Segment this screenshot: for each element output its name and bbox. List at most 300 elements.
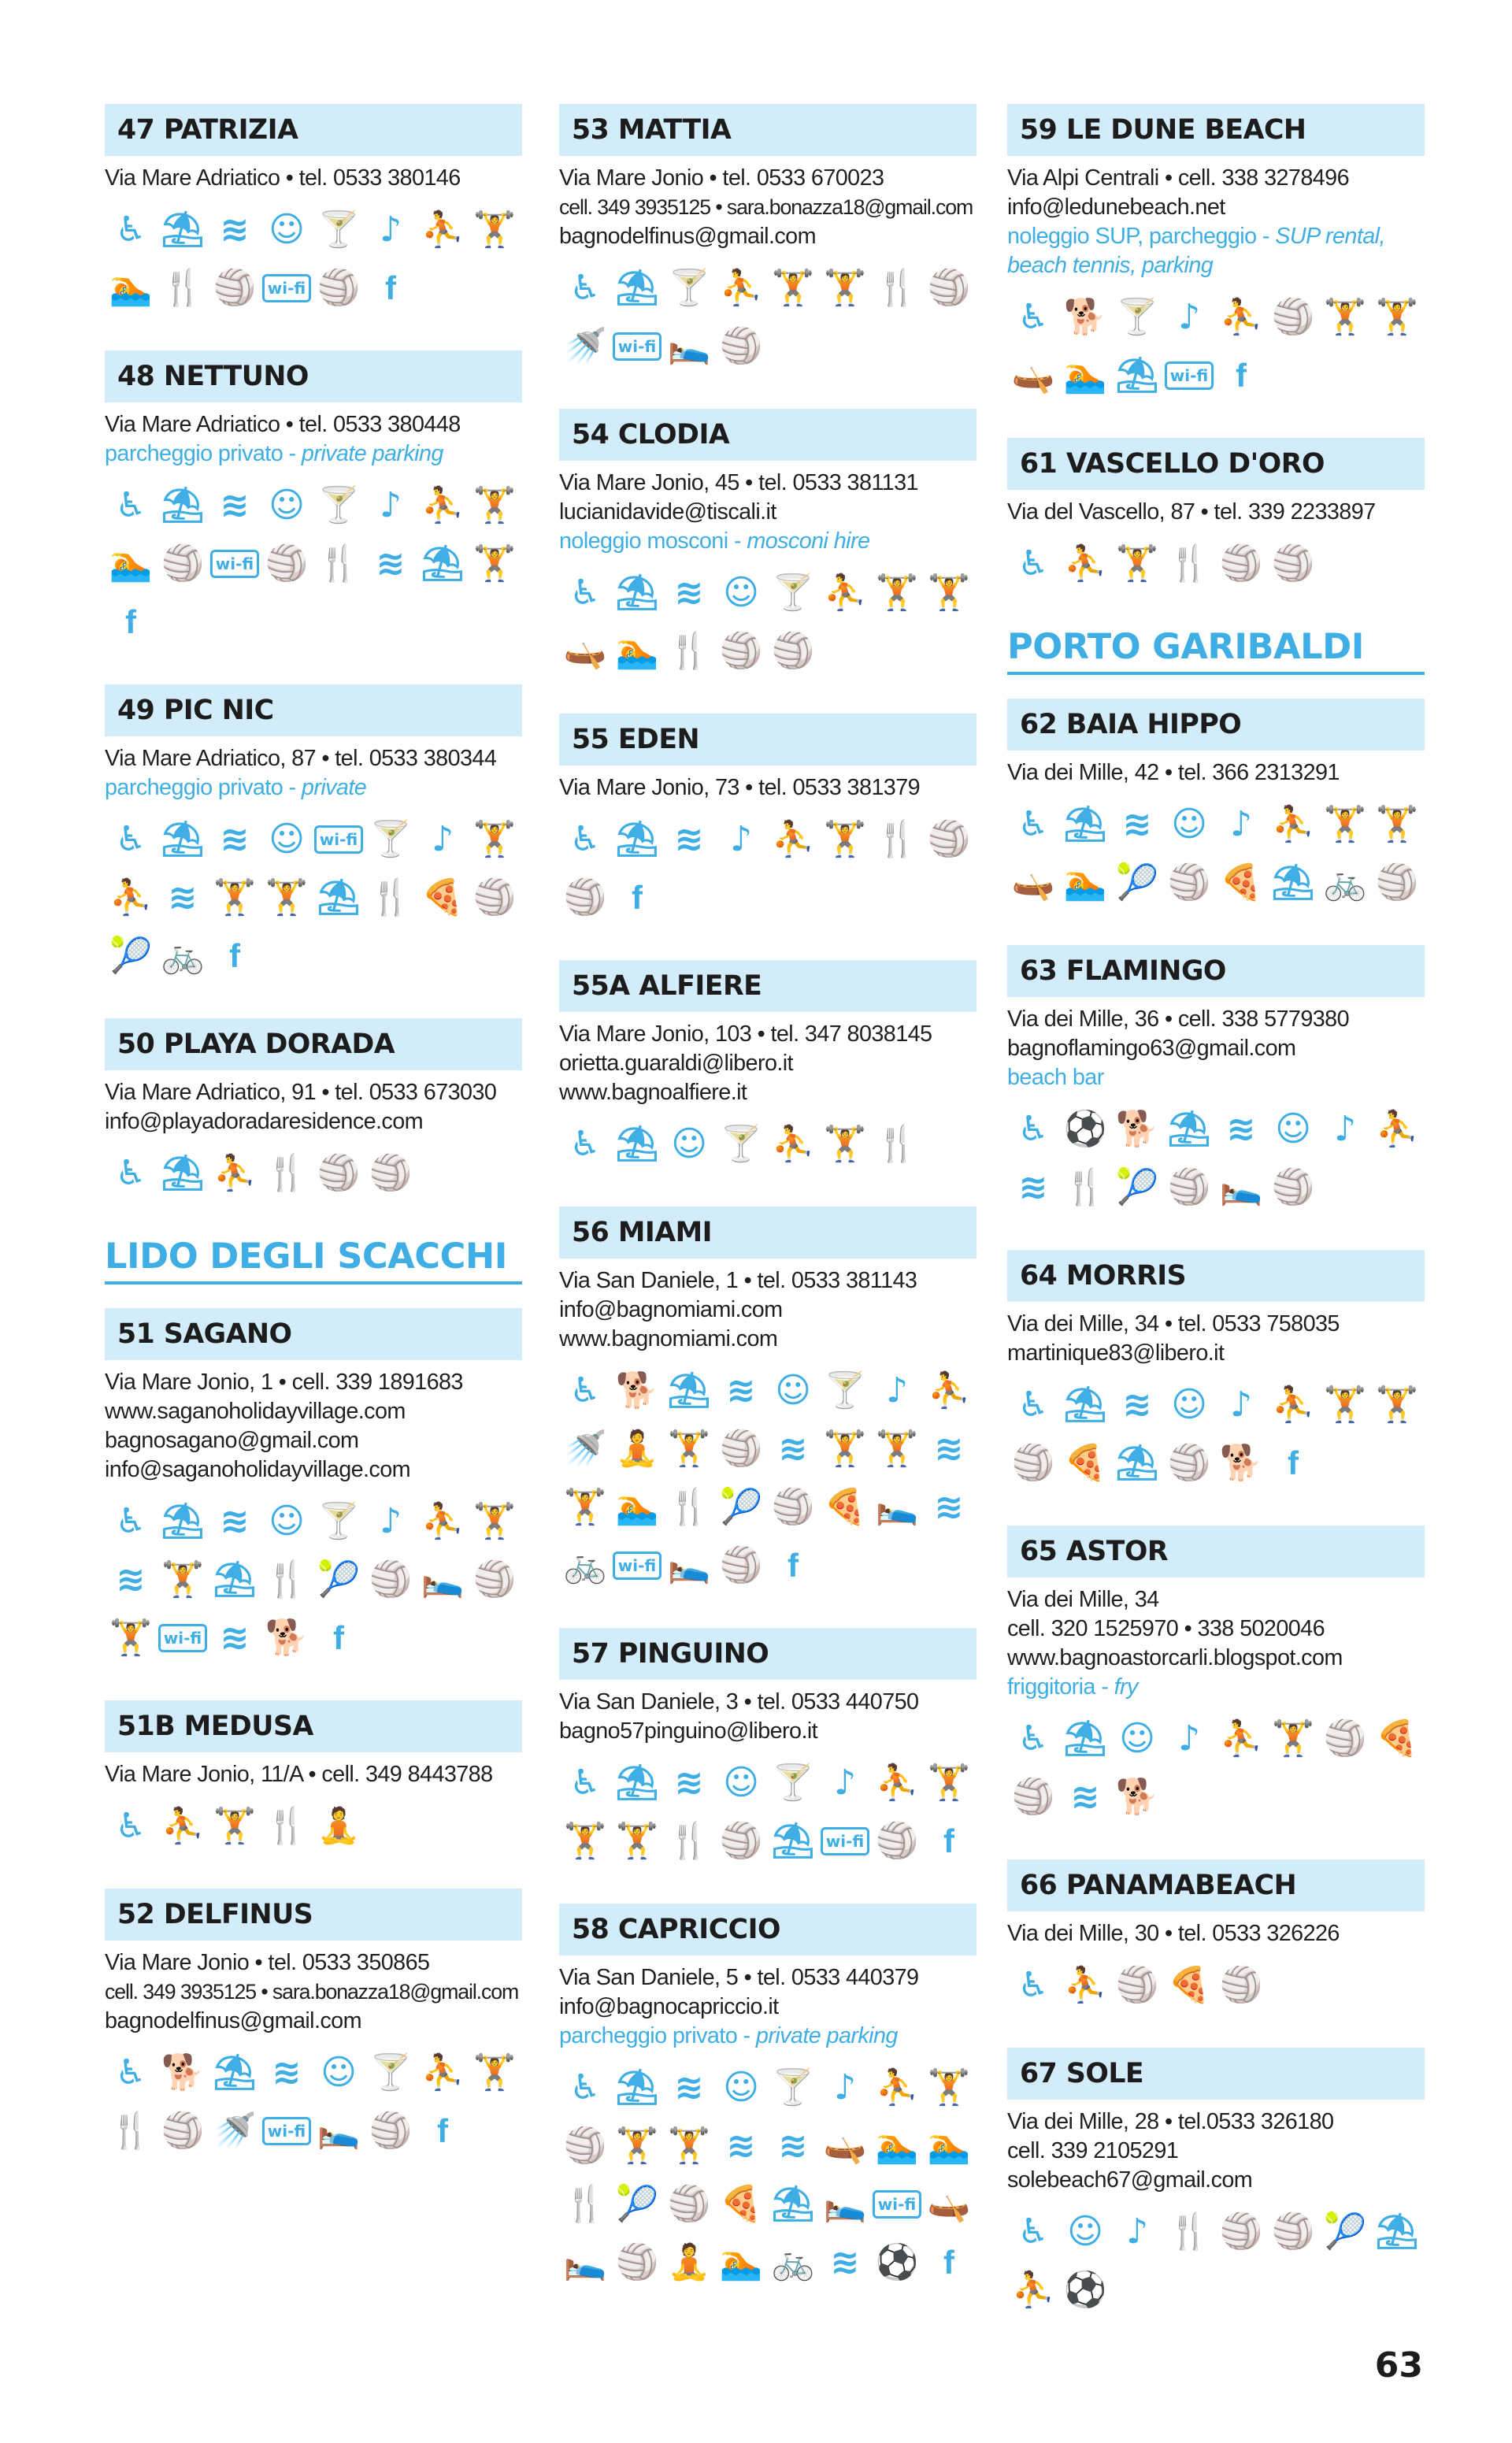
accessible-icon: ♿ xyxy=(1017,804,1049,844)
playground-icon: ⛹ xyxy=(771,819,815,859)
listing-title: 66 PANAMABEACH xyxy=(1007,1859,1425,1911)
beach-volley-icon: 🏐 xyxy=(1375,862,1419,903)
music-icon: ♪ xyxy=(1229,1385,1253,1425)
fitness-icon: 🏋 xyxy=(213,877,257,918)
facebook-icon[interactable]: f xyxy=(1288,1444,1299,1481)
fitness-icon: 🏋 xyxy=(1375,297,1419,337)
umbrellas-icon: ⛱ xyxy=(1115,1443,1159,1483)
listing-title: 58 CAPRICCIO xyxy=(559,1904,976,1956)
fitness-icon: 🏋 xyxy=(615,2126,659,2166)
listing-title: 49 PIC NIC xyxy=(105,684,522,736)
pool-icon: ≋ xyxy=(116,1559,146,1600)
listing-details xyxy=(105,410,522,469)
section-title: LIDO DEGLI SCACCHI xyxy=(105,1236,522,1285)
contact-line: Via Mare Jonio, 45 • tel. 0533 381131 xyxy=(559,470,918,495)
fitness-icon: 🏋 xyxy=(1115,543,1159,584)
fitness-icon: 🏋 xyxy=(472,1501,517,1541)
restaurant-icon: 🍴 xyxy=(563,2184,607,2224)
listing-entry xyxy=(1007,945,1425,1222)
fitness-icon: 🏋 xyxy=(1375,804,1419,844)
contact-line: cell. 339 2105291 xyxy=(1007,2138,1179,2163)
umbrellas-icon: ⛱ xyxy=(615,268,659,308)
accessible-icon: ♿ xyxy=(115,2052,146,2093)
beach-volley-icon: 🏐 xyxy=(719,1545,763,1585)
bar-icon: 🍸 xyxy=(823,1370,867,1411)
pool-icon: ≋ xyxy=(778,2126,808,2166)
music-icon: ♪ xyxy=(885,1370,909,1411)
umbrellas-icon: ⛱ xyxy=(161,209,205,250)
restaurant-icon: 🍴 xyxy=(875,268,919,308)
pool-icon: ≋ xyxy=(1070,1777,1100,1817)
contact-line: info@bagnomiami.com xyxy=(559,1297,783,1322)
service-icons xyxy=(1007,293,1425,410)
fitness-icon: 🏋 xyxy=(563,1821,607,1861)
accessible-icon: ♿ xyxy=(115,1501,146,1541)
beach-volley-icon: 🏐 xyxy=(1167,862,1211,903)
accessible-icon: ♿ xyxy=(115,1806,146,1846)
contact-line: www.bagnoalfiere.it xyxy=(559,1080,747,1105)
pool-icon: ≋ xyxy=(934,1429,964,1469)
bar-icon: 🍸 xyxy=(317,1501,361,1541)
music-icon: ♪ xyxy=(1177,1718,1201,1759)
animation-icon: ☺ xyxy=(269,1501,305,1541)
accessible-icon: ♿ xyxy=(115,485,146,525)
restaurant-icon: 🍴 xyxy=(109,2111,153,2151)
accessible-icon: ♿ xyxy=(1017,1385,1049,1425)
page-number: 63 xyxy=(1374,2345,1423,2386)
massage-icon: 🛌 xyxy=(563,2242,607,2282)
fitness-icon: 🏋 xyxy=(1375,1385,1419,1425)
music-icon: ♪ xyxy=(833,2067,857,2108)
listing-title: 55 EDEN xyxy=(559,714,976,766)
beach-volley-icon: 🏐 xyxy=(161,543,205,584)
beach-volley-icon: 🏐 xyxy=(265,543,309,584)
beach-volley-icon: 🏐 xyxy=(1271,543,1315,584)
pool-icon: ≋ xyxy=(220,209,250,250)
listing-entry xyxy=(559,1628,976,1875)
service-icons xyxy=(559,1120,976,1178)
pool-icon: ≋ xyxy=(778,1429,808,1469)
listing-details xyxy=(559,164,976,251)
playground-icon: ⛹ xyxy=(719,268,763,308)
beach-volley-icon: 🏐 xyxy=(472,1559,517,1600)
contact-line: Via dei Mille, 30 • tel. 0533 326226 xyxy=(1007,1921,1340,1946)
restaurant-icon: 🍴 xyxy=(667,1487,711,1527)
facebook-icon[interactable]: f xyxy=(437,2112,448,2149)
swimming-icon: 🏊 xyxy=(875,2126,919,2166)
playground-icon: ⛹ xyxy=(927,1370,971,1411)
wifi-icon: wi-fi xyxy=(313,815,365,864)
listing-details xyxy=(559,1266,976,1354)
bar-icon: 🍸 xyxy=(369,819,413,859)
wifi-icon: wi-fi xyxy=(871,2180,923,2229)
fitness-icon: 🏋 xyxy=(823,1429,867,1469)
canoe-icon: 🛶 xyxy=(823,2126,867,2166)
fitness-icon: 🏋 xyxy=(771,268,815,308)
column-2 xyxy=(559,104,976,2325)
contact-line: bagnoflamingo63@gmail.com xyxy=(1007,1036,1296,1061)
facebook-icon[interactable]: f xyxy=(632,879,643,916)
animation-icon: ☺ xyxy=(269,819,305,859)
playground-icon: ⛹ xyxy=(421,209,465,250)
listing-entry xyxy=(1007,1859,1425,2019)
beach-volley-icon: 🏐 xyxy=(719,326,763,366)
service-icons xyxy=(105,481,522,656)
playground-icon: ⛹ xyxy=(1219,1718,1263,1759)
listing-details xyxy=(105,1948,522,2036)
contact-line: www.bagnomiami.com xyxy=(559,1326,778,1351)
service-note xyxy=(1007,222,1425,251)
contact-line: info@bagnocapriccio.it xyxy=(559,1994,779,2019)
contact-line: lucianidavide@tiscali.it xyxy=(559,499,776,525)
service-note xyxy=(559,527,976,556)
soccer-icon: ⚽ xyxy=(875,2242,919,2282)
umbrellas-icon: ⛱ xyxy=(161,485,205,525)
fitness-icon: 🏋 xyxy=(615,1821,659,1861)
accessible-icon: ♿ xyxy=(569,2067,601,2108)
listing-entry xyxy=(1007,699,1425,917)
fitness-icon: 🏋 xyxy=(667,2126,711,2166)
listing-details xyxy=(105,164,522,193)
swimming-icon: 🏊 xyxy=(927,2126,971,2166)
listing-details xyxy=(559,1688,976,1746)
listing-entry xyxy=(105,350,522,656)
playground-icon: ⛹ xyxy=(161,1806,205,1846)
playground-icon: ⛹ xyxy=(1011,2270,1055,2310)
pizza-icon: 🍕 xyxy=(421,877,465,918)
restaurant-icon: 🍴 xyxy=(265,1559,309,1600)
beach-volley-icon: 🏐 xyxy=(615,2242,659,2282)
dogs-icon: 🐕 xyxy=(1063,297,1107,337)
dogs-icon: 🐕 xyxy=(615,1370,659,1411)
facebook-icon[interactable]: f xyxy=(333,1619,344,1656)
beach-volley-icon: 🏐 xyxy=(771,1487,815,1527)
canoe-icon: 🛶 xyxy=(563,631,607,671)
canoe-icon: 🛶 xyxy=(1011,355,1055,395)
bar-icon: 🍸 xyxy=(317,209,361,250)
contact-line: Via Mare Adriatico • tel. 0533 380146 xyxy=(105,165,461,191)
swimming-icon: 🏊 xyxy=(615,631,659,671)
listing-entry xyxy=(559,409,976,685)
music-icon: ♪ xyxy=(431,819,454,859)
listing-details xyxy=(559,1020,976,1107)
bar-icon: 🍸 xyxy=(771,1763,815,1803)
beach-volley-icon: 🏐 xyxy=(1219,2211,1263,2252)
pool-icon: ≋ xyxy=(830,2242,860,2282)
pool-icon: ≋ xyxy=(220,485,250,525)
listing-entry xyxy=(1007,438,1425,598)
wifi-icon: wi-fi xyxy=(261,2107,313,2156)
restaurant-icon: 🍴 xyxy=(875,1124,919,1164)
listing-details xyxy=(1007,1585,1425,1702)
umbrellas-icon: ⛱ xyxy=(615,1763,659,1803)
swimming-icon: 🏊 xyxy=(109,268,153,308)
soccer-icon: ⚽ xyxy=(1063,2270,1107,2310)
pool-icon: ≋ xyxy=(168,877,198,918)
beach-volley-icon: 🏐 xyxy=(719,1429,763,1469)
bar-icon: 🍸 xyxy=(667,268,711,308)
facebook-icon[interactable]: f xyxy=(943,2244,954,2281)
service-icons xyxy=(559,815,976,932)
animation-icon: ☺ xyxy=(723,1763,759,1803)
service-note-english: beach tennis, parking xyxy=(1007,253,1214,278)
umbrellas-icon: ⛱ xyxy=(1063,804,1107,844)
bar-icon: 🍸 xyxy=(771,573,815,613)
listing-details xyxy=(1007,498,1425,527)
fitness-icon: 🏋 xyxy=(472,485,517,525)
accessible-icon: ♿ xyxy=(1017,1965,1049,2005)
accessible-icon: ♿ xyxy=(569,1763,601,1803)
swimming-icon: 🏊 xyxy=(1063,862,1107,903)
beach-volley-icon: 🏐 xyxy=(1271,2211,1315,2252)
listing-entry xyxy=(105,1018,522,1207)
listing-entry xyxy=(1007,2048,1425,2324)
animation-icon: ☺ xyxy=(1119,1718,1155,1759)
pizza-icon: 🍕 xyxy=(823,1487,867,1527)
listing-title: 47 PATRIZIA xyxy=(105,104,522,156)
contact-line: Via San Daniele, 3 • tel. 0533 440750 xyxy=(559,1689,919,1715)
facebook-icon[interactable]: f xyxy=(125,603,136,640)
yoga-icon: 🧘 xyxy=(667,2242,711,2282)
service-note-italian: parcheggio privato - xyxy=(559,2023,756,2048)
umbrellas-icon: ⛱ xyxy=(1167,1109,1211,1149)
pool-icon: ≋ xyxy=(220,1618,250,1658)
music-icon: ♪ xyxy=(1177,297,1201,337)
facebook-icon[interactable]: f xyxy=(385,269,396,306)
contact-line: Via Mare Adriatico, 87 • tel. 0533 380344 xyxy=(105,746,497,771)
yoga-icon: 🧘 xyxy=(615,1429,659,1469)
service-icons xyxy=(1007,2208,1425,2324)
service-note-italian: beach bar xyxy=(1007,1065,1104,1090)
umbrellas-icon: ⛱ xyxy=(161,1501,205,1541)
service-note-english: fry xyxy=(1114,1674,1138,1700)
shower-icon: 🚿 xyxy=(213,2111,257,2151)
service-icons xyxy=(559,2063,976,2297)
accessible-icon: ♿ xyxy=(1017,2211,1049,2252)
beach-volley-icon: 🏐 xyxy=(771,631,815,671)
massage-icon: 🛌 xyxy=(1219,1167,1263,1207)
listing-title: 50 PLAYA DORADA xyxy=(105,1018,522,1070)
service-note-english: private parking xyxy=(301,441,443,466)
column-3 xyxy=(1007,104,1425,2352)
listing-details xyxy=(105,744,522,803)
pool-icon: ≋ xyxy=(272,2052,302,2093)
listing-title: 57 PINGUINO xyxy=(559,1628,976,1680)
animation-icon: ☺ xyxy=(671,1124,707,1164)
beach-volley-icon: 🏐 xyxy=(719,1821,763,1861)
beach-volley-icon: 🏐 xyxy=(563,2126,607,2166)
tennis-icon: 🎾 xyxy=(1115,862,1159,903)
dogs-icon: 🐕 xyxy=(1115,1777,1159,1817)
contact-line: cell. 349 3935125 • sara.bonazza18@gmail.com xyxy=(105,1980,519,2004)
service-note-english: mosconi hire xyxy=(747,528,870,554)
animation-icon: ☺ xyxy=(775,1370,811,1411)
facebook-icon[interactable]: f xyxy=(943,1822,954,1859)
service-note-english: SUP rental, xyxy=(1275,224,1385,249)
contact-line: cell. 349 3935125 • sara.bonazza18@gmail.com xyxy=(559,195,973,219)
pool-icon: ≋ xyxy=(674,2067,704,2108)
contact-line: info@saganoholidayvillage.com xyxy=(105,1457,411,1482)
listing-details xyxy=(105,1760,522,1789)
animation-icon: ☺ xyxy=(1067,2211,1103,2252)
service-note xyxy=(105,439,522,469)
pool-icon: ≋ xyxy=(934,1487,964,1527)
listing-entry xyxy=(105,1889,522,2165)
pool-icon: ≋ xyxy=(726,1370,756,1411)
service-icons xyxy=(1007,1715,1425,1831)
listing-entry xyxy=(1007,104,1425,410)
beach-volley-icon: 🏐 xyxy=(369,1559,413,1600)
section-title: PORTO GARIBALDI xyxy=(1007,626,1425,675)
listing-entry xyxy=(105,684,522,990)
umbrellas-icon: ⛱ xyxy=(421,543,465,584)
beach-volley-icon: 🏐 xyxy=(369,2111,413,2151)
bar-icon: 🍸 xyxy=(317,485,361,525)
beach-volley-icon: 🏐 xyxy=(927,268,971,308)
restaurant-icon: 🍴 xyxy=(667,1821,711,1861)
beach-volley-icon: 🏐 xyxy=(1011,1777,1055,1817)
fitness-icon: 🏋 xyxy=(1271,1718,1315,1759)
umbrellas-icon: ⛱ xyxy=(1271,862,1315,903)
massage-icon: 🛌 xyxy=(667,326,711,366)
contact-line: Via Alpi Centrali • cell. 338 3278496 xyxy=(1007,165,1350,191)
playground-icon: ⛹ xyxy=(823,573,867,613)
beach-volley-icon: 🏐 xyxy=(472,877,517,918)
contact-line: Via dei Mille, 28 • tel.0533 326180 xyxy=(1007,2109,1334,2134)
restaurant-icon: 🍴 xyxy=(317,543,361,584)
contact-line: Via dei Mille, 34 • tel. 0533 758035 xyxy=(1007,1311,1340,1336)
wifi-icon: wi-fi xyxy=(611,322,663,371)
massage-icon: 🛌 xyxy=(317,2111,361,2151)
playground-icon: ⛹ xyxy=(875,2067,919,2108)
listing-details xyxy=(559,1963,976,2051)
dogs-icon: 🐕 xyxy=(1115,1109,1159,1149)
accessible-icon: ♿ xyxy=(115,819,146,859)
fitness-icon: 🏋 xyxy=(563,1487,607,1527)
facebook-icon[interactable]: f xyxy=(229,937,240,974)
umbrellas-icon: ⛱ xyxy=(615,2067,659,2108)
restaurant-icon: 🍴 xyxy=(161,268,205,308)
massage-icon: 🛌 xyxy=(667,1545,711,1585)
beach-volley-icon: 🏐 xyxy=(875,1821,919,1861)
pool-icon: ≋ xyxy=(1122,1385,1152,1425)
accessible-icon: ♿ xyxy=(1017,543,1049,584)
listing-details xyxy=(1007,758,1425,788)
service-icons xyxy=(1007,1961,1425,2019)
listing-details xyxy=(1007,1919,1425,1948)
contact-line: info@ledunebeach.net xyxy=(1007,195,1225,220)
fitness-icon: 🏋 xyxy=(472,2052,517,2093)
contact-line: Via San Daniele, 5 • tel. 0533 440379 xyxy=(559,1965,919,1990)
facebook-icon[interactable]: f xyxy=(788,1547,799,1584)
playground-icon: ⛹ xyxy=(1375,1109,1419,1149)
beach-volley-icon: 🏐 xyxy=(1115,1965,1159,2005)
listing-title: 67 SOLE xyxy=(1007,2048,1425,2100)
service-note-italian: parcheggio privato - xyxy=(105,441,302,466)
dogs-icon: 🐕 xyxy=(1219,1443,1263,1483)
accessible-icon: ♿ xyxy=(1017,1718,1049,1759)
contact-line: bagno57pinguino@libero.it xyxy=(559,1718,818,1744)
tennis-icon: 🎾 xyxy=(1323,2211,1367,2252)
pool-icon: ≋ xyxy=(726,2126,756,2166)
umbrellas-icon: ⛱ xyxy=(615,573,659,613)
service-icons xyxy=(559,1759,976,1875)
wifi-icon: wi-fi xyxy=(261,264,313,313)
pool-icon: ≋ xyxy=(220,1501,250,1541)
facebook-icon[interactable]: f xyxy=(1236,357,1247,394)
accessible-icon: ♿ xyxy=(1017,1109,1049,1149)
bar-icon: 🍸 xyxy=(1115,297,1159,337)
playground-icon: ⛹ xyxy=(1271,1385,1315,1425)
pool-icon: ≋ xyxy=(674,1763,704,1803)
swimming-icon: 🏊 xyxy=(1063,355,1107,395)
playground-icon: ⛹ xyxy=(1219,297,1263,337)
umbrellas-icon: ⛱ xyxy=(161,819,205,859)
service-icons xyxy=(559,1366,976,1600)
restaurant-icon: 🍴 xyxy=(265,1153,309,1193)
canoe-icon: 🛶 xyxy=(1011,862,1055,903)
accessible-icon: ♿ xyxy=(569,573,601,613)
service-note-italian: noleggio SUP, parcheggio - xyxy=(1007,224,1276,249)
fitness-icon: 🏋 xyxy=(875,1429,919,1469)
contact-line: Via dei Mille, 36 • cell. 338 5779380 xyxy=(1007,1006,1350,1032)
umbrellas-icon: ⛱ xyxy=(213,1559,257,1600)
beach-volley-icon: 🏐 xyxy=(1219,543,1263,584)
beach-volley-icon: 🏐 xyxy=(317,268,361,308)
accessible-icon: ♿ xyxy=(569,1124,601,1164)
fitness-icon: 🏋 xyxy=(927,573,971,613)
listing-entry xyxy=(105,1700,522,1860)
animation-icon: ☺ xyxy=(1171,804,1207,844)
fitness-icon: 🏋 xyxy=(213,1806,257,1846)
service-icons xyxy=(105,1149,522,1207)
contact-line: bagnodelfinus@gmail.com xyxy=(559,224,816,249)
service-icons xyxy=(1007,800,1425,917)
accessible-icon: ♿ xyxy=(1017,297,1049,337)
service-note-italian: friggitoria - xyxy=(1007,1674,1114,1700)
fitness-icon: 🏋 xyxy=(927,1763,971,1803)
contact-line: Via Mare Jonio, 103 • tel. 347 8038145 xyxy=(559,1021,932,1047)
music-icon: ♪ xyxy=(379,485,402,525)
listing-title: 56 MIAMI xyxy=(559,1207,976,1259)
listing-details xyxy=(1007,1310,1425,1368)
restaurant-icon: 🍴 xyxy=(1167,2211,1211,2252)
service-icons xyxy=(105,1802,522,1860)
wifi-icon: wi-fi xyxy=(819,1817,871,1866)
contact-line: Via Mare Jonio, 11/A • cell. 349 8443788 xyxy=(105,1762,493,1787)
listing-title: 51 SAGANO xyxy=(105,1308,522,1360)
service-note-italian: parcheggio privato - xyxy=(105,775,302,800)
service-icons xyxy=(105,1497,522,1672)
listing-entry xyxy=(559,1207,976,1600)
beach-volley-icon: 🏐 xyxy=(1271,1167,1315,1207)
massage-icon: 🛌 xyxy=(823,2184,867,2224)
listing-entry xyxy=(1007,1525,1425,1831)
contact-line: Via Mare Adriatico, 91 • tel. 0533 673030 xyxy=(105,1080,497,1105)
yoga-icon: 🧘 xyxy=(317,1806,361,1846)
listing-title: 59 LE DUNE BEACH xyxy=(1007,104,1425,156)
umbrellas-icon: ⛱ xyxy=(1375,2211,1419,2252)
animation-icon: ☺ xyxy=(723,573,759,613)
pizza-icon: 🍕 xyxy=(1167,1965,1211,2005)
service-note-english: private xyxy=(301,775,367,800)
listing-entry xyxy=(559,714,976,932)
listing-entry xyxy=(105,104,522,322)
listing-title: 62 BAIA HIPPO xyxy=(1007,699,1425,751)
listing-title: 63 FLAMINGO xyxy=(1007,945,1425,997)
fitness-icon: 🏋 xyxy=(823,1124,867,1164)
service-note-english: private parking xyxy=(755,2023,898,2048)
